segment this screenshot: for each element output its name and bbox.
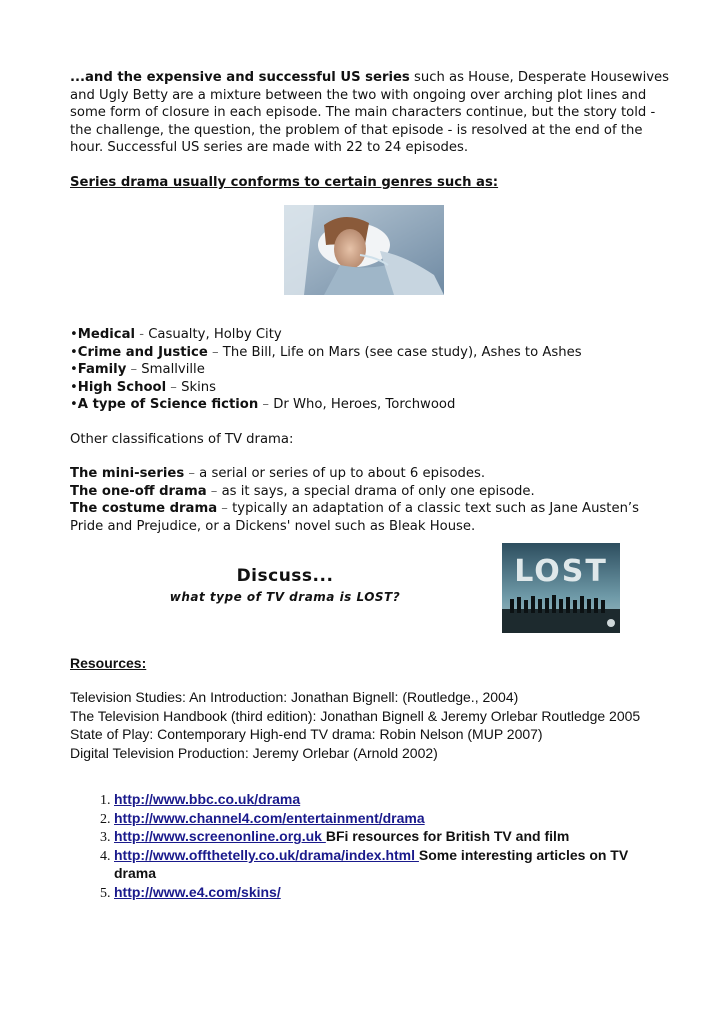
genre-item: [70, 344, 670, 362]
genre-item: [70, 379, 670, 397]
classification-name: The mini-series: [70, 466, 185, 481]
genre-name: High School: [77, 379, 167, 395]
offthetelly-link[interactable]: http://www.offthetelly.co.uk/drama/index.html: [114, 846, 419, 863]
genre-name: A type of Science fiction: [77, 397, 259, 413]
classification-text: a serial or series of up to about 6 episodes.: [199, 466, 486, 481]
genre-sep: -: [135, 327, 149, 342]
genre-item: [70, 361, 670, 379]
classification-sep: –: [217, 501, 233, 517]
discuss-title: Discuss...: [236, 566, 334, 586]
classification-name: The costume drama: [70, 501, 218, 517]
genre-examples: Skins: [181, 379, 216, 395]
link-item: [114, 828, 674, 847]
classification-sep: –: [206, 483, 222, 499]
genre-examples: Casualty, Holby City: [148, 327, 282, 342]
book-item: State of Play: Contemporary High-end TV drama: Robin Nelson (MUP 2007): [70, 726, 543, 742]
resources-heading: [70, 655, 670, 674]
book-list: [70, 688, 670, 762]
classification-item: [70, 483, 650, 501]
book-item: Television Studies: An Introduction: Jonathan Bignell: (Routledge., 2004): [70, 689, 519, 705]
e4-skins-link[interactable]: http://www.e4.com/skins/: [114, 883, 281, 900]
classification-sep: –: [184, 466, 200, 481]
intro-bold: ...and the expensive and successful US series: [70, 70, 410, 85]
intro-paragraph: [70, 69, 670, 157]
classifications-heading: Other classifications of TV drama:: [70, 432, 294, 447]
bullet: •: [70, 397, 78, 413]
classification-text: as it says, a special drama of only one episode.: [221, 483, 535, 499]
link-item: [114, 810, 674, 829]
genre-sep: –: [207, 344, 223, 360]
link-item: [114, 847, 674, 884]
genre-item: [70, 396, 670, 414]
link-item: [114, 884, 674, 903]
link-item: [114, 791, 674, 810]
bbc-drama-link[interactable]: http://www.bbc.co.uk/drama: [114, 791, 301, 807]
classification-item: [70, 465, 650, 483]
book-item: The Television Handbook (third edition): Jonathan Bignell & Jeremy Orlebar Routledge 2005: [70, 707, 641, 724]
bullet: •: [70, 344, 78, 360]
genre-name: Family: [77, 362, 127, 378]
genre-sep: –: [166, 379, 182, 395]
channel4-drama-link[interactable]: http://www.channel4.com/entertainment/drama: [114, 809, 425, 826]
genre-sep: –: [126, 362, 142, 378]
classification-text: typically an adaptation of a classic text such as Jane Austen’s Pride and Prejudice, or a Dickens' novel such as Bleak House.: [70, 501, 640, 534]
book-item: Digital Television Production: Jeremy Orlebar (Arnold 2002): [70, 744, 438, 761]
bullet: •: [70, 327, 78, 342]
genre-examples: The Bill, Life on Mars (see case study), Ashes to Ashes: [222, 344, 582, 360]
classification-name: The one-off drama: [70, 483, 207, 499]
bullet: •: [70, 362, 78, 378]
hospital-scene-image: [284, 205, 444, 295]
link-note: BFi resources for British TV and film: [325, 828, 570, 845]
discuss-subtitle: what type of TV drama is LOST?: [169, 590, 401, 604]
classification-list: [70, 465, 650, 535]
genres-heading-text: Series drama usually conforms to certain genres such as:: [70, 175, 499, 190]
genre-name: Medical: [77, 327, 136, 342]
intro-text: such as House, Desperate Housewives and Ugly Betty are a mixture between the two with ongoing over arching plot lines and some form of closure in each episode. The main characters continue, but the story told - the challenge, the question, the problem of that episode - is resolved at the end of the hour. Successful US series are made with 22 to 24 episodes.: [70, 70, 670, 156]
screenonline-link[interactable]: http://www.screenonline.org.uk: [114, 828, 326, 845]
genre-name: Crime and Justice: [77, 344, 208, 360]
link-note: Some interesting articles on TV drama: [114, 846, 629, 882]
classification-item: [70, 500, 650, 535]
lost-logo-image: [502, 543, 620, 633]
genre-sep: –: [258, 397, 274, 413]
resources-heading-text: Resources:: [70, 655, 147, 671]
bullet: •: [70, 379, 78, 395]
genre-list: [70, 326, 670, 414]
lost-logo-text: LOST: [514, 554, 608, 589]
discuss-block: [160, 566, 410, 604]
resource-link-list: [82, 791, 674, 903]
genres-heading: [70, 174, 670, 192]
genre-item: [70, 326, 670, 344]
genre-examples: Dr Who, Heroes, Torchwood: [273, 397, 456, 413]
genre-examples: Smallville: [141, 362, 205, 378]
